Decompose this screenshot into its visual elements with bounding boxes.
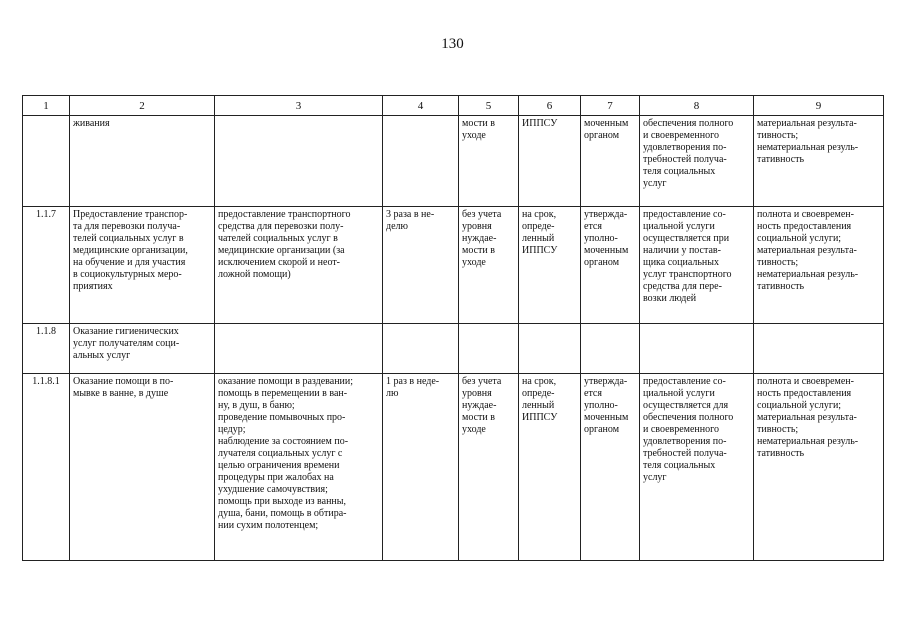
column-header: 2 <box>70 96 215 116</box>
row-number: 1.1.8.1 <box>23 374 70 561</box>
tariff: моченным органом <box>584 118 629 141</box>
service-name: живания <box>73 118 110 129</box>
tariff: утвержда- ется уполно- моченным органом <box>584 209 629 268</box>
column-header: 3 <box>215 96 383 116</box>
need-level: без учета уровня нуждае- мости в уходе <box>462 376 502 435</box>
service-frequency: 1 раз в неде- лю <box>386 376 440 399</box>
service-term: на срок, опреде- ленный ИППСУ <box>522 376 558 423</box>
table-row <box>23 207 884 324</box>
service-conditions: предоставление со- циальной услуги осуществляется для обеспечения полного и своевременного удовлетворения по- требностей получа- теля социальных услуг <box>643 376 734 483</box>
service-term: на срок, опреде- ленный ИППСУ <box>522 209 558 256</box>
service-term: ИППСУ <box>522 118 558 129</box>
quality-indicators: полнота и своевремен- ность предоставления социальной услуги; материальная результа- тивность; нематериальная резуль- тативность <box>757 209 859 292</box>
row-number <box>23 116 70 207</box>
quality-indicators: полнота и своевремен- ность предоставления социальной услуги; материальная результа- тивность; нематериальная резуль- тативность <box>757 376 859 459</box>
need-level: мости в уходе <box>462 118 495 141</box>
column-header: 6 <box>519 96 581 116</box>
row-number: 1.1.8 <box>23 324 70 374</box>
column-header: 5 <box>459 96 519 116</box>
column-header: 1 <box>23 96 70 116</box>
page-number: 130 <box>441 36 464 52</box>
quality-indicators: материальная результа- тивность; нематериальная резуль- тативность <box>757 118 859 165</box>
row-number: 1.1.7 <box>23 207 70 324</box>
services-table <box>22 95 884 561</box>
service-description: оказание помощи в раздевании; помощь в перемещении в ван- ну, в душ, в баню; проведение помывочных про- цедур; наблюдение за состоянием по- лучателя социальных услуг с целью ограничения времени процедуры при жалобах на ухудшение самочувствия; помощь при выходе из ванны, душа, бани, помощь в обтира- нии сухим полотенцем; <box>218 376 354 531</box>
column-header: 9 <box>754 96 884 116</box>
column-header: 8 <box>640 96 754 116</box>
service-conditions: обеспечения полного и своевременного удовлетворения по- требностей получа- теля социальных услуг <box>643 118 734 189</box>
column-header: 4 <box>383 96 459 116</box>
table-row <box>23 374 884 561</box>
tariff: утвержда- ется уполно- моченным органом <box>584 376 629 435</box>
table-row <box>23 324 884 374</box>
service-name: Оказание помощи в по- мывке в ванне, в душе <box>73 376 174 399</box>
service-name: Предоставление транспор- та для перевозки получа- телей социальных услуг в медицинские организации, на обучение и для участия в социокультурных меро- приятиях <box>73 209 188 292</box>
column-header: 7 <box>581 96 640 116</box>
need-level: без учета уровня нуждае- мости в уходе <box>462 209 502 268</box>
service-description: предоставление транспортного средства для перевозки полу- чателей социальных услуг в медицинские организации (за исключением скорой и неот- ложной помощи) <box>218 209 351 280</box>
table-header-row <box>23 96 884 116</box>
table-row <box>23 116 884 207</box>
service-frequency: 3 раза в не- делю <box>386 209 435 232</box>
service-conditions: предоставление со- циальной услуги осуществляется при наличии у постав- щика социальных услуг транспортного средства для пере- возки людей <box>643 209 732 304</box>
service-name: Оказание гигиенических услуг получателям соци- альных услуг <box>73 326 180 361</box>
